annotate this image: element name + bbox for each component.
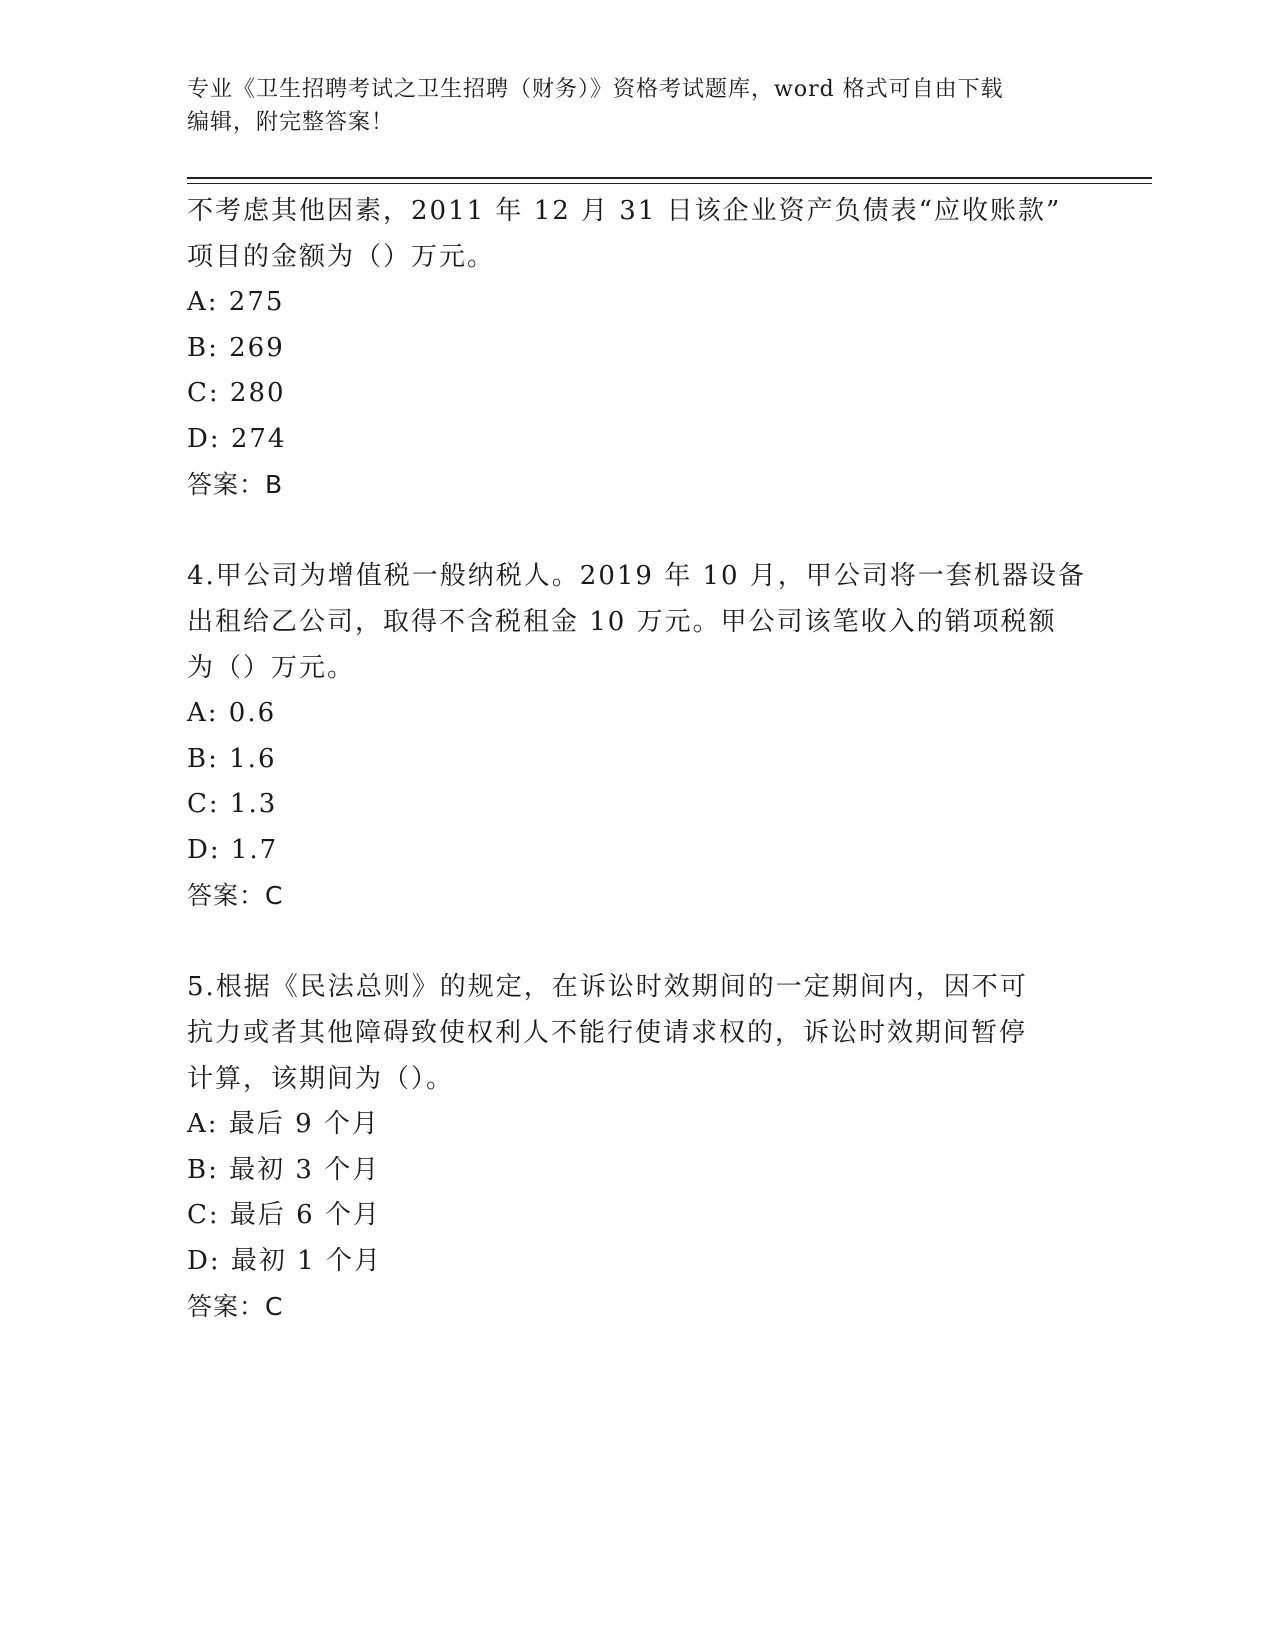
question-list [187,188,1087,1329]
question-3-answer: 答案：B [187,470,284,499]
question-5-option-a: A: 最后 9 个月 [187,1109,380,1139]
question-3-option-d: D: 274 [187,423,287,454]
question-4-option-b: B: 1.6 [187,743,277,774]
question-5-text-line-3: 计算，该期间为（）。 [187,1064,455,1094]
question-3-option-a: A: 275 [187,287,285,317]
spacer [187,918,1087,964]
question-4-answer: 答案：C [187,881,284,910]
spacer [187,507,1087,553]
question-4-text-line-1: 4.甲公司为增值税一般纳税人。2019 年 10 月，甲公司将一套机器设备 [187,561,1086,591]
question-3-option-b: B: 269 [187,332,285,363]
document-header [187,73,1077,139]
header-divider-thick [187,177,1152,179]
question-4-text-line-2: 出租给乙公司，取得不含税租金 10 万元。甲公司该笔收入的销项税额 [187,607,1057,637]
question-5-text-line-1: 5.根据《民法总则》的规定，在诉讼时效期间的一定期间内，因不可 [187,972,1028,1002]
header-line-1: 专业《卫生招聘考试之卫生招聘（财务）》资格考试题库，word 格式可自由下载 [187,77,1004,102]
question-4 [187,553,1087,918]
question-3-option-c: C: 280 [187,378,286,408]
question-4-option-d: D: 1.7 [187,834,279,865]
question-3 [187,188,1087,507]
question-3-text-line-2: 项目的金额为（）万元。 [187,242,496,272]
question-5-option-d: D: 最初 1 个月 [187,1245,382,1276]
question-5-option-c: C: 最后 6 个月 [187,1200,381,1230]
question-4-option-a: A: 0.6 [187,698,277,728]
header-line-2: 编辑，附完整答案！ [187,110,395,135]
question-3-text-line-1: 不考虑其他因素，2011 年 12 月 31 日该企业资产负债表“应收账款” [187,196,1062,226]
question-5 [187,964,1087,1329]
question-5-text-line-2: 抗力或者其他障碍致使权利人不能行使请求权的，诉讼时效期间暂停 [187,1018,1028,1048]
question-5-answer: 答案：C [187,1292,284,1321]
header-divider-thin [187,183,1152,184]
question-4-text-line-3: 为（）万元。 [187,653,356,683]
question-5-option-b: B: 最初 3 个月 [187,1154,381,1185]
question-4-option-c: C: 1.3 [187,789,278,819]
